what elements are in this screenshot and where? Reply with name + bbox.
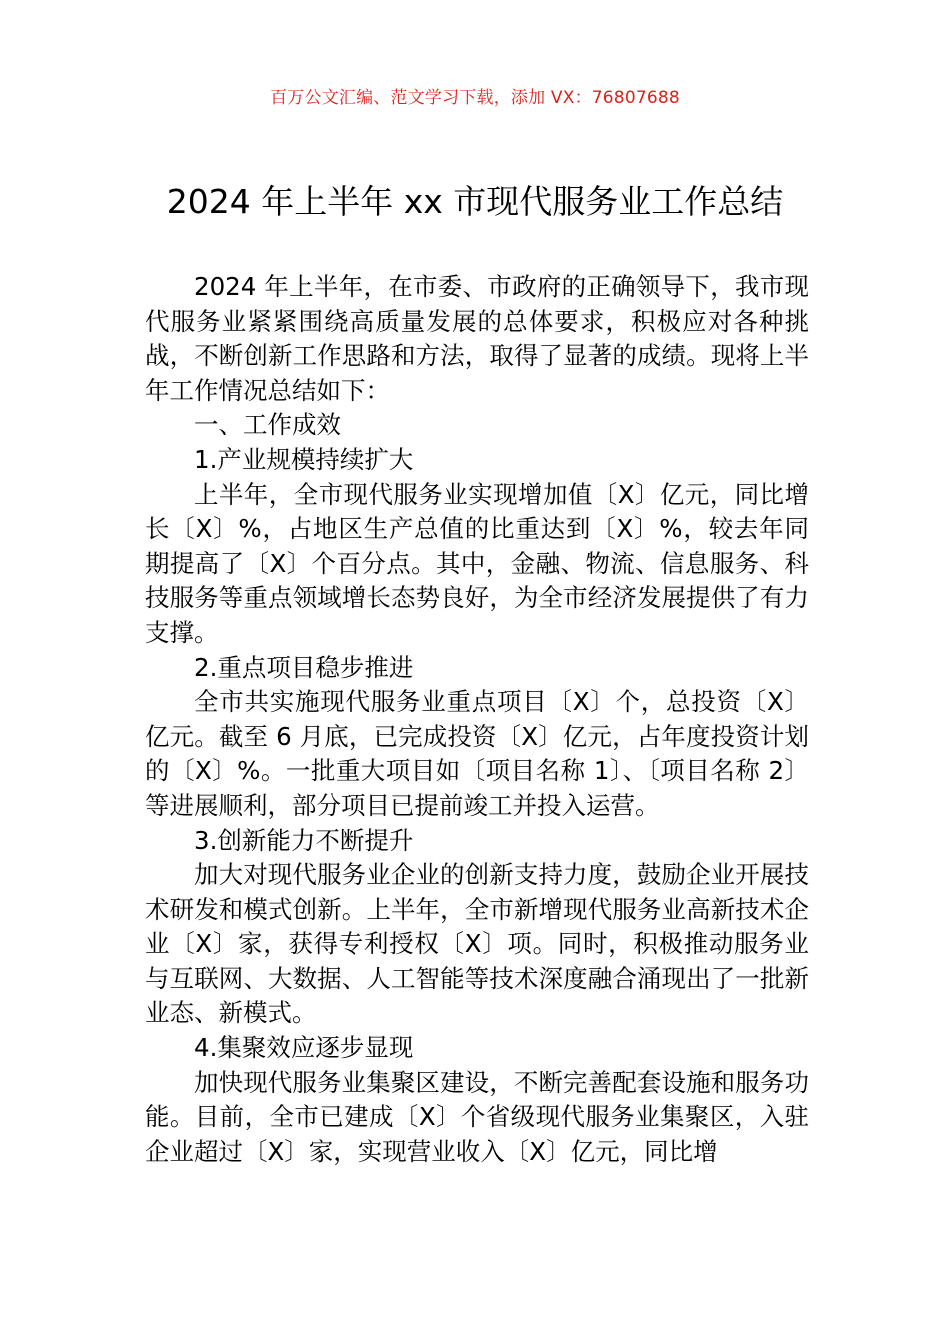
body-paragraph: 加大对现代服务业企业的创新支持力度，鼓励企业开展技术研发和模式创新。上半年，全市新增现代服务业高新技术企业〔X〕家，获得专利授权〔X〕项。同时，积极推动服务业与互联网、大数据、人工智能等技术深度融合涌现出了一批新业态、新模式。	[145, 860, 809, 1028]
page-title: 2024 年上半年 xx 市现代服务业工作总结	[166, 182, 784, 221]
body-paragraph: 上半年，全市现代服务业实现增加值〔X〕亿元，同比增长〔X〕%，占地区生产总值的比重达到〔X〕%，较去年同期提高了〔X〕个百分点。其中，金融、物流、信息服务、科技服务等重点领域增长态势良好，为全市经济发展提供了有力支撑。	[145, 479, 809, 647]
subsection-heading: 2.重点项目稳步推进	[194, 652, 414, 682]
intro-paragraph: 2024 年上半年，在市委、市政府的正确领导下，我市现代服务业紧紧围绕高质量发展的总体要求，积极应对各种挑战，不断创新工作思路和方法，取得了显著的成绩。现将上半年工作情况总结如下：	[145, 272, 809, 405]
section-heading: 一、工作成效	[194, 410, 341, 440]
document-body	[145, 270, 809, 1169]
header-note: 百万公文汇编、范文学习下载，添加 VX：76807688	[270, 88, 680, 108]
body-paragraph: 全市共实施现代服务业重点项目〔X〕个，总投资〔X〕亿元。截至 6 月底，已完成投资〔X〕亿元，占年度投资计划的〔X〕%。一批重大项目如〔项目名称 1〕、〔项目名称 2〕等进展顺利，部分项目已提前竣工并投入运营。	[145, 687, 809, 820]
subsection-heading: 4.集聚效应逐步显现	[194, 1033, 414, 1063]
body-paragraph: 加快现代服务业集聚区建设，不断完善配套设施和服务功能。目前，全市已建成〔X〕个省级现代服务业集聚区，入驻企业超过〔X〕家，实现营业收入〔X〕亿元，同比增	[145, 1067, 809, 1166]
subsection-heading: 1.产业规模持续扩大	[194, 444, 414, 474]
subsection-heading: 3.创新能力不断提升	[194, 825, 414, 855]
